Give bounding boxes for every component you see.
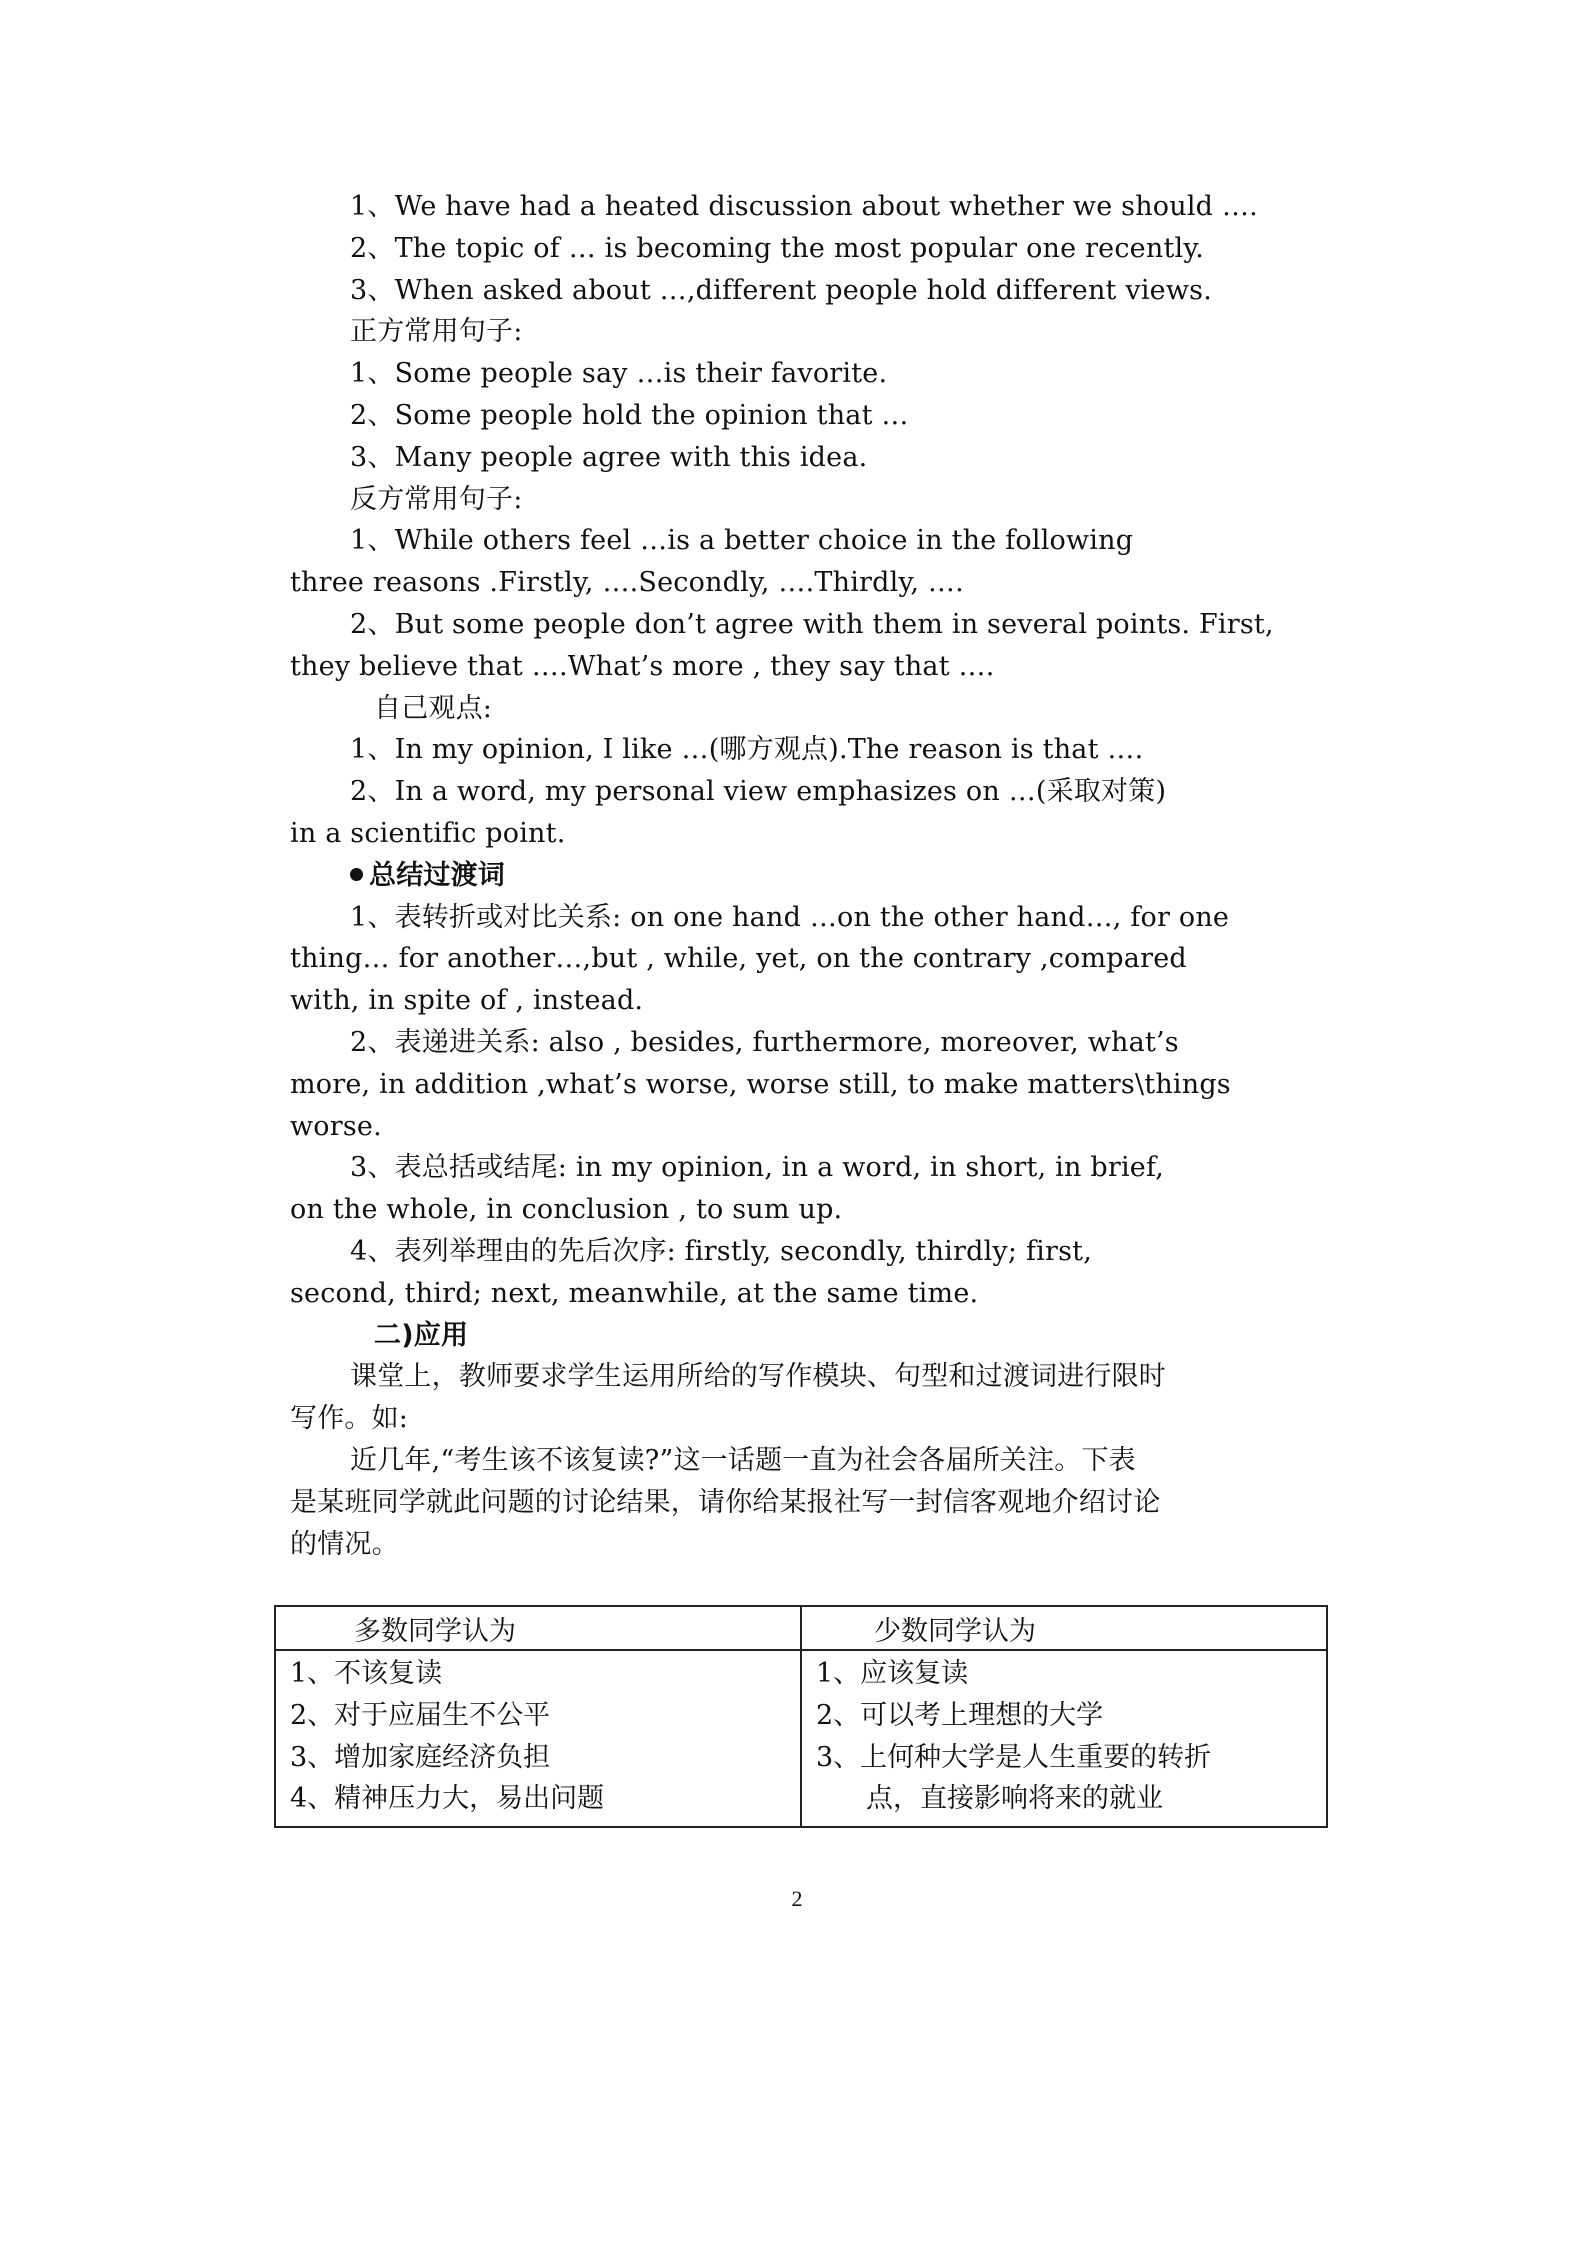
minority-item-3: 3、上何种大学是人生重要的转折 (816, 1741, 1212, 1773)
majority-cell (275, 1650, 801, 1827)
transition-3-line-1: 3、表总括或结尾: in my opinion, in a word, in short, in brief, (350, 1152, 1164, 1184)
minority-header: 少数同学认为 (801, 1606, 1327, 1650)
intro-sentence-1: 1、We have had a heated discussion about whether we should …. (350, 191, 1258, 222)
con-sentence-2-line-2: they believe that ….What’s more , they say that …. (290, 650, 995, 682)
transition-4-line-1: 4、表列举理由的先后次序: firstly, secondly, thirdly; first, (350, 1235, 1092, 1267)
con-heading: 反方常用句子: (350, 483, 523, 515)
minority-cell (801, 1650, 1327, 1827)
application-text-line-2: 写作。如: (290, 1403, 409, 1435)
majority-item-3: 3、增加家庭经济负担 (290, 1741, 551, 1773)
pro-sentence-3: 3、Many people agree with this idea. (350, 441, 868, 473)
pro-sentence-2: 2、Some people hold the opinion that … (350, 399, 909, 431)
pro-heading: 正方常用句子: (350, 316, 523, 348)
transition-2-line-2: more, in addition ,what’s worse, worse still, to make matters\things (290, 1068, 1231, 1100)
con-sentence-1-line-2: three reasons .Firstly, ….Secondly, ….Thirdly, …. (290, 567, 964, 599)
table-header-row (275, 1606, 1327, 1650)
task-text-line-2: 是某班同学就此问题的讨论结果，请你给某报社写一封信客观地介绍讨论 (290, 1486, 1161, 1518)
intro-sentence-2: 2、The topic of … is becoming the most popular one recently. (350, 232, 1204, 264)
transition-4-line-2: second, third; next, meanwhile, at the same time. (290, 1277, 979, 1309)
intro-sentence-3: 3、When asked about …,different people hold different views. (350, 274, 1213, 306)
transition-1-line-2: thing… for another…,but , while, yet, on the contrary ,compared (290, 943, 1187, 975)
own-sentence-2-line-1: 2、In a word, my personal view emphasizes on …(采取对策) (350, 776, 1167, 808)
own-sentence-2-line-2: in a scientific point. (290, 817, 566, 849)
majority-item-4: 4、精神压力大，易出问题 (290, 1783, 605, 1815)
majority-header: 多数同学认为 (275, 1606, 801, 1650)
con-sentence-2-line-1: 2、But some people don’t agree with them in several points. First, (350, 608, 1274, 640)
opinion-table (274, 1605, 1328, 1828)
majority-item-2: 2、对于应届生不公平 (290, 1699, 551, 1731)
con-sentence-1-line-1: 1、While others feel …is a better choice in the following (350, 525, 1134, 557)
document-body (290, 186, 1312, 1565)
transition-2-line-1: 2、表递进关系: also , besides, furthermore, moreover, what’s (350, 1026, 1179, 1058)
transition-heading (290, 855, 1312, 897)
minority-item-2: 2、可以考上理想的大学 (816, 1699, 1104, 1731)
pro-sentence-1: 1、Some people say …is their favorite. (350, 358, 888, 390)
transition-1-line-3: with, in spite of , instead. (290, 985, 644, 1017)
page-number: 2 (791, 1886, 803, 1911)
own-view-heading: 自己观点: (374, 692, 493, 724)
bullet-icon (350, 868, 363, 881)
task-text-line-1: 近几年,“考生该不该复读?”这一话题一直为社会各届所关注。下表 (350, 1444, 1136, 1476)
majority-item-1: 1、不该复读 (290, 1658, 443, 1689)
transition-heading-text: 总结过渡词 (369, 859, 505, 891)
application-text-line-1: 课堂上，教师要求学生运用所给的写作模块、句型和过渡词进行限时 (350, 1361, 1166, 1393)
minority-item-1: 1、应该复读 (816, 1658, 969, 1689)
table-row (275, 1650, 1327, 1827)
transition-1-line-1: 1、表转折或对比关系: on one hand …on the other hand…, for one (350, 901, 1230, 933)
transition-2-line-3: worse. (290, 1110, 382, 1142)
minority-item-3-continued: 点，直接影响将来的就业 (866, 1783, 1163, 1815)
task-text-line-3: 的情况。 (290, 1528, 399, 1560)
own-sentence-1: 1、In my opinion, I like …(哪方观点).The reason is that …. (350, 734, 1144, 766)
application-heading: 二)应用 (374, 1319, 469, 1351)
transition-3-line-2: on the whole, in conclusion , to sum up. (290, 1194, 843, 1226)
